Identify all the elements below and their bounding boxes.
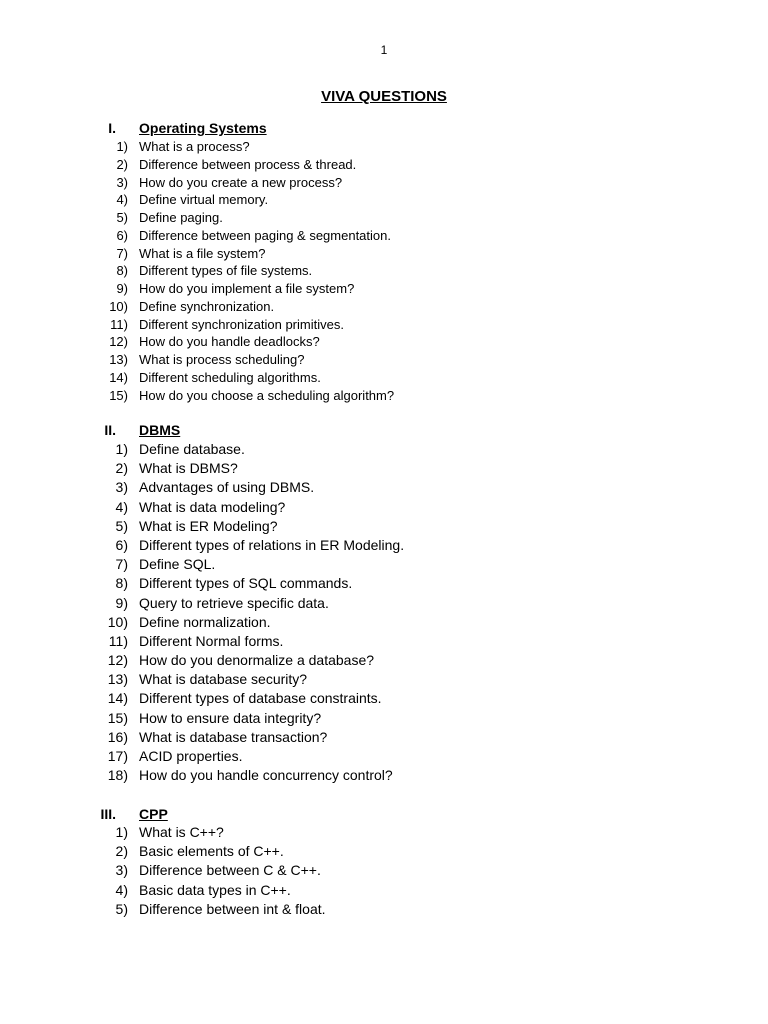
list-item xyxy=(0,595,768,614)
question-text: Basic elements of C++. xyxy=(139,843,284,860)
list-item xyxy=(0,633,768,652)
section-heading xyxy=(0,805,768,824)
list-item xyxy=(0,499,768,518)
question-text: Difference between paging & segmentation. xyxy=(139,227,391,243)
list-item xyxy=(0,352,768,370)
question-text: Different scheduling algorithms. xyxy=(139,369,321,385)
question-number: 12) xyxy=(107,652,128,669)
question-number: 18) xyxy=(107,767,128,784)
question-text: ACID properties. xyxy=(139,748,243,764)
list-item xyxy=(0,441,768,460)
list-item xyxy=(0,843,768,862)
question-number: 7) xyxy=(115,556,128,573)
list-item xyxy=(0,210,768,228)
list-item xyxy=(0,671,768,690)
question-number: 3) xyxy=(116,174,128,190)
section-title: DBMS xyxy=(139,422,181,438)
list-item xyxy=(0,690,768,709)
question-text: Basic data types in C++. xyxy=(139,881,291,898)
question-number: 9) xyxy=(115,594,128,611)
question-text: What is database security? xyxy=(139,671,308,688)
list-item xyxy=(0,748,768,767)
question-text: How do you implement a file system? xyxy=(139,281,355,296)
question-text: Different types of relations in ER Modeling. xyxy=(139,536,405,553)
question-text: Difference between C & C++. xyxy=(139,862,321,879)
question-text: Different types of file systems. xyxy=(139,263,313,279)
list-item xyxy=(0,824,768,843)
list-item xyxy=(0,614,768,633)
question-number: 8) xyxy=(116,263,128,279)
question-number: 10) xyxy=(109,298,128,314)
question-number: 5) xyxy=(115,517,128,534)
question-number: 4) xyxy=(115,498,128,515)
question-text: What is C++? xyxy=(139,824,224,840)
list-item xyxy=(0,281,768,299)
question-text: Define database. xyxy=(139,441,245,457)
question-number: 10) xyxy=(107,613,128,630)
question-number: 9) xyxy=(116,281,128,296)
list-item xyxy=(0,479,768,498)
section-title: Operating Systems xyxy=(139,120,267,136)
question-text: What is process scheduling? xyxy=(139,352,305,367)
question-text: Difference between process & thread. xyxy=(139,156,357,172)
question-list xyxy=(0,441,768,786)
list-item xyxy=(0,299,768,317)
question-number: 14) xyxy=(107,690,128,707)
question-text: Define normalization. xyxy=(139,613,271,630)
question-number: 11) xyxy=(110,316,128,332)
question-text: How to ensure data integrity? xyxy=(139,709,322,726)
question-text: How do you create a new process? xyxy=(139,174,343,190)
list-item xyxy=(0,901,768,920)
question-text: Difference between int & float. xyxy=(139,900,326,917)
question-text: Different types of SQL commands. xyxy=(139,575,353,592)
question-number: 1) xyxy=(115,441,128,457)
list-item xyxy=(0,710,768,729)
question-text: What is a file system? xyxy=(139,245,266,261)
question-number: 5) xyxy=(116,210,128,225)
question-number: 4) xyxy=(115,881,128,898)
list-item xyxy=(0,139,768,157)
section-dbms xyxy=(0,421,768,786)
question-text: Define synchronization. xyxy=(139,298,275,314)
question-number: 1) xyxy=(116,139,128,154)
list-item xyxy=(0,862,768,881)
question-number: 3) xyxy=(115,862,128,879)
question-number: 16) xyxy=(107,728,128,745)
section-heading xyxy=(0,119,768,139)
question-text: Define SQL. xyxy=(139,556,216,573)
document-title: VIVA QUESTIONS xyxy=(321,88,447,105)
question-text: Different synchronization primitives. xyxy=(139,316,344,332)
section-title: CPP xyxy=(139,806,168,822)
question-text: Define virtual memory. xyxy=(139,192,269,208)
question-text: Query to retrieve specific data. xyxy=(139,594,329,611)
list-item xyxy=(0,192,768,210)
question-number: 12) xyxy=(109,334,128,350)
question-number: 15) xyxy=(109,387,128,403)
list-item xyxy=(0,334,768,352)
list-item xyxy=(0,575,768,594)
question-number: 1) xyxy=(115,824,128,840)
list-item xyxy=(0,317,768,335)
list-item xyxy=(0,263,768,281)
question-number: 2) xyxy=(115,460,128,477)
question-number: 5) xyxy=(115,900,128,917)
question-text: How do you handle concurrency control? xyxy=(139,767,393,784)
list-item xyxy=(0,175,768,193)
question-text: How do you choose a scheduling algorithm? xyxy=(139,387,395,403)
question-number: 13) xyxy=(109,352,128,367)
list-item xyxy=(0,388,768,406)
section-heading xyxy=(0,421,768,441)
question-number: 2) xyxy=(116,156,128,172)
question-list xyxy=(0,139,768,405)
question-text: Define paging. xyxy=(139,210,223,225)
list-item xyxy=(0,652,768,671)
question-text: How do you handle deadlocks? xyxy=(139,334,320,350)
list-item xyxy=(0,370,768,388)
question-number: 2) xyxy=(115,843,128,860)
question-number: 15) xyxy=(107,709,128,726)
question-text: Advantages of using DBMS. xyxy=(139,479,315,496)
question-number: 4) xyxy=(116,192,128,208)
question-text: What is data modeling? xyxy=(139,498,286,515)
list-item xyxy=(0,767,768,786)
question-number: 6) xyxy=(116,227,128,243)
list-item xyxy=(0,460,768,479)
section-numeral: III. xyxy=(100,806,116,822)
list-item xyxy=(0,556,768,575)
question-text: Different types of database constraints. xyxy=(139,690,382,707)
list-item xyxy=(0,518,768,537)
question-text: What is DBMS? xyxy=(139,460,238,477)
question-text: How do you denormalize a database? xyxy=(139,652,375,669)
question-number: 14) xyxy=(109,369,128,385)
question-number: 8) xyxy=(115,575,128,592)
question-text: Different Normal forms. xyxy=(139,632,284,649)
list-item xyxy=(0,157,768,175)
list-item xyxy=(0,537,768,556)
question-list xyxy=(0,824,768,920)
page-number: 1 xyxy=(380,43,388,57)
question-text: What is ER Modeling? xyxy=(139,517,278,534)
list-item xyxy=(0,882,768,901)
list-item xyxy=(0,729,768,748)
section-numeral: I. xyxy=(108,120,116,136)
question-text: What is database transaction? xyxy=(139,728,328,745)
question-text: What is a process? xyxy=(139,139,250,154)
question-number: 3) xyxy=(115,479,128,496)
list-item xyxy=(0,246,768,264)
section-operating-systems xyxy=(0,119,768,405)
question-number: 11) xyxy=(108,632,128,649)
section-cpp xyxy=(0,805,768,920)
question-number: 17) xyxy=(107,748,128,764)
question-number: 7) xyxy=(116,245,128,261)
question-number: 6) xyxy=(115,536,128,553)
question-number: 13) xyxy=(107,671,128,688)
section-numeral: II. xyxy=(104,422,116,438)
list-item xyxy=(0,228,768,246)
